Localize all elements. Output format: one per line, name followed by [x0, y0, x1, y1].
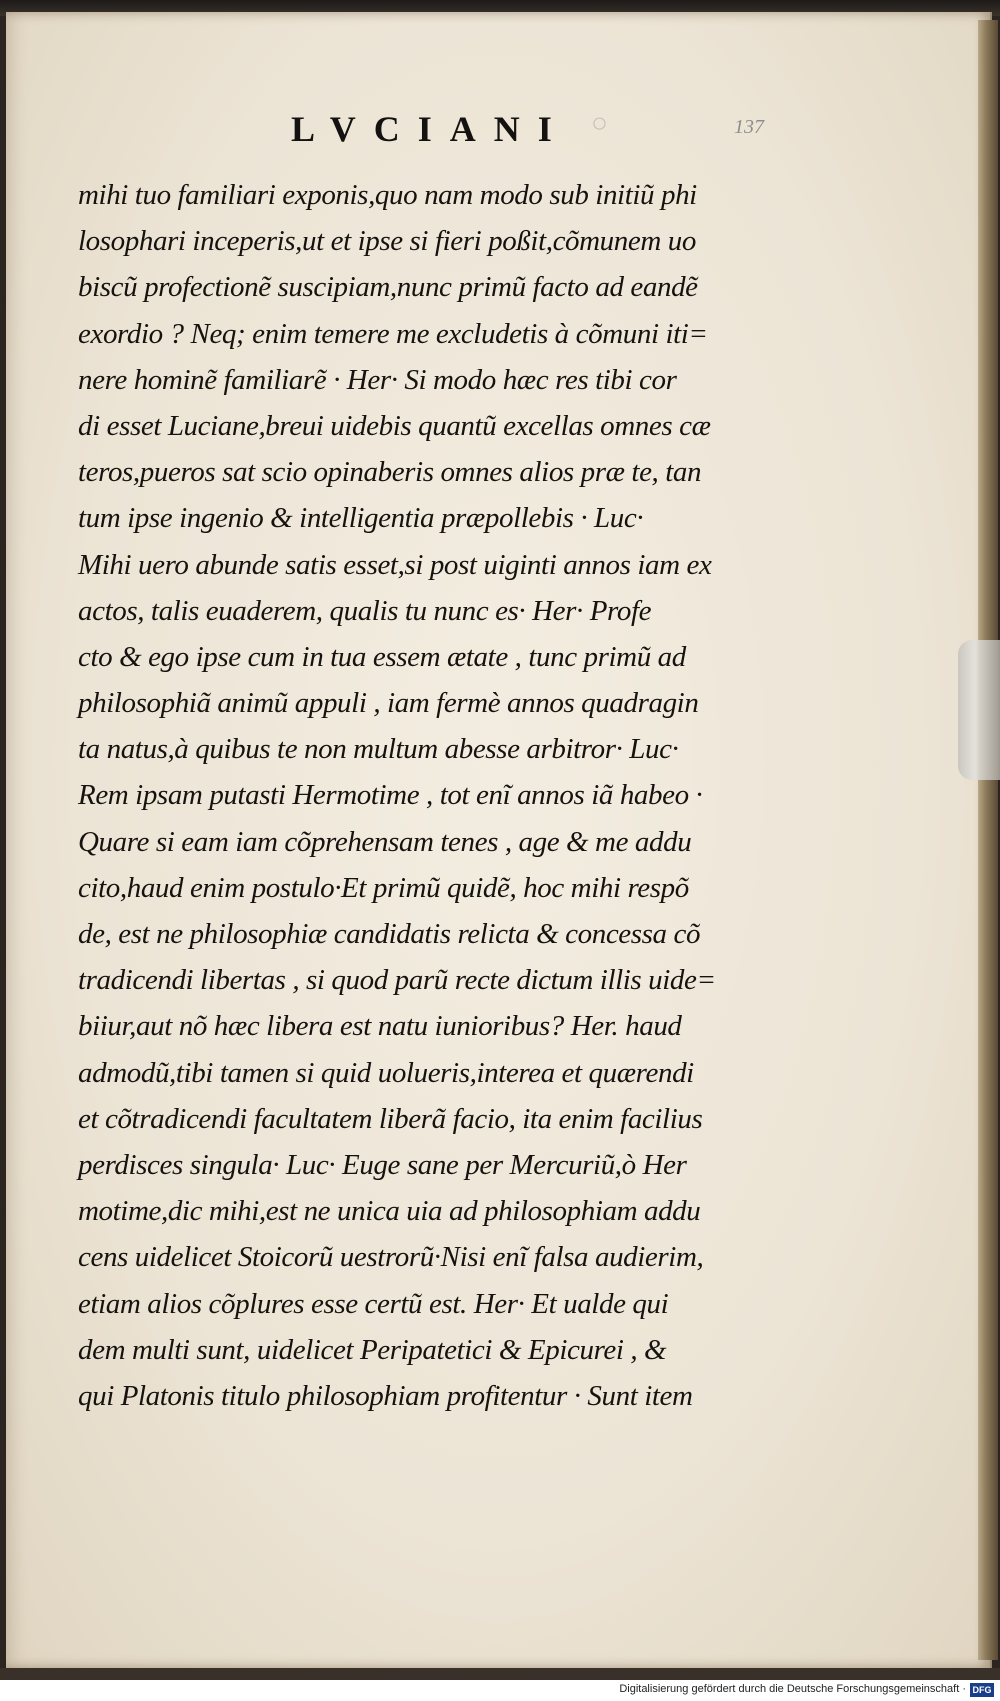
text-line: de, est ne philosophiæ candidatis relicta & concessa cõ	[78, 918, 701, 950]
text-line: dem multi sunt, uidelicet Peripatetici & Epicurei , &	[78, 1333, 667, 1366]
text-line: di esset Luciane,breui uidebis quantũ excellas omnes cæ	[78, 409, 711, 442]
text-line: exordio ? Neq; enim temere me excludetis à cõmuni iti=	[78, 317, 708, 350]
page-marker-tab	[958, 640, 1000, 780]
text-line: losophari inceperis,ut et ipse si fieri poßit,cõmunem uo	[78, 225, 696, 258]
text-line: biiur,aut nõ hæc libera est natu iunioribus? Her. haud	[78, 1010, 682, 1043]
ornament-mark: ○	[591, 108, 608, 139]
text-line: tum ipse ingenio & intelligentia præpollebis · Luc·	[78, 502, 644, 535]
text-line: etiam alios cõplures esse certũ est. Her· Et ualde qui	[78, 1287, 669, 1320]
text-line: cto & ego ipse cum in tua essem ætate , tunc primũ ad	[78, 640, 686, 673]
text-line: Quare si eam iam cõprehensam tenes , age & me addu	[78, 825, 692, 858]
text-line: cito,haud enim postulo·Et primũ quidẽ, hoc mihi respõ	[78, 871, 689, 904]
text-line: qui Platonis titulo philosophiam profitentur · Sunt item	[78, 1379, 693, 1412]
text-line: cens uidelicet Stoicorũ uestrorũ·Nisi enĩ falsa audierim,	[78, 1241, 704, 1274]
text-line: Mihi uero abunde satis esset,si post uiginti annos iam ex	[78, 548, 712, 581]
text-line: admodũ,tibi tamen si quid uolueris,interea et quærendi	[78, 1056, 694, 1089]
text-line: actos, talis euaderem, qualis tu nunc es· Her· Profe	[78, 594, 652, 627]
page-text	[78, 172, 798, 1419]
text-line: philosophiã animũ appuli , iam fermè annos quadragin	[78, 687, 699, 720]
text-line: biscũ profectionẽ suscipiam,nunc primũ facto ad eandẽ	[78, 271, 698, 304]
running-head: LVCIANI	[291, 109, 570, 149]
credit-bar	[0, 1680, 1000, 1701]
text-line: teros,pueros sat scio opinaberis omnes alios præ te, tan	[78, 456, 702, 489]
text-line: nere hominẽ familiarẽ · Her· Si modo hæc res tibi cor	[78, 363, 677, 396]
text-line: mihi tuo familiari exponis,quo nam modo sub initiũ phi	[78, 179, 697, 211]
text-line: tradicendi libertas , si quod parũ recte dictum illis uide=	[78, 964, 716, 997]
book-fore-edge	[978, 20, 998, 1660]
funding-credit: Digitalisierung gefördert durch die Deutsche Forschungsgemeinschaft ·	[619, 1683, 966, 1695]
text-line: perdisces singula· Luc· Euge sane per Mercuriũ,ò Her	[78, 1148, 687, 1181]
text-line: et cõtradicendi facultatem liberã facio, ita enim facilius	[78, 1102, 703, 1135]
text-line: ta natus,à quibus te non multum abesse arbitror· Luc·	[78, 733, 679, 766]
text-line: motime,dic mihi,est ne unica uia ad philosophiam addu	[78, 1195, 701, 1228]
folio-number: 137	[734, 116, 764, 138]
text-line: Rem ipsam putasti Hermotime , tot enĩ annos iã habeo ·	[78, 779, 703, 812]
book-page	[6, 12, 992, 1668]
dfg-logo: DFG	[970, 1683, 994, 1697]
book-bottom-edge	[0, 1668, 1000, 1680]
